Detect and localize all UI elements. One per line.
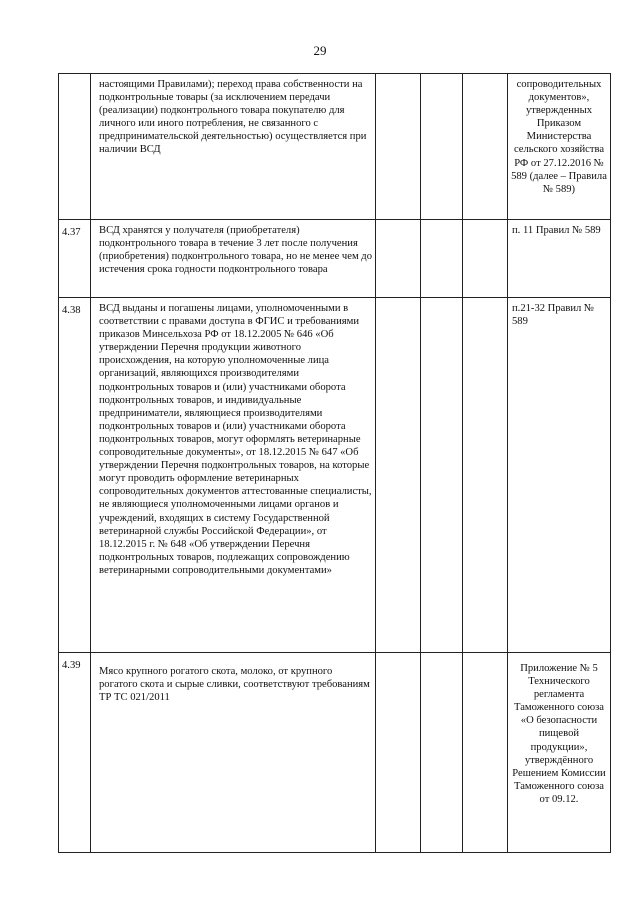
item-number: 4.38: [62, 305, 81, 316]
reference-cell: [508, 74, 611, 220]
answer-cell: [421, 298, 463, 653]
answer-cell: [376, 220, 421, 298]
requirement-cell: [91, 653, 376, 853]
answer-cell: [376, 653, 421, 853]
requirement-cell: [91, 74, 376, 220]
item-number: 4.39: [62, 660, 81, 671]
answer-cell: [421, 74, 463, 220]
table-row: [59, 298, 611, 653]
table-row: [59, 220, 611, 298]
requirement-text: ВСД выданы и погашены лицами, уполномоченными в соответствии с правами доступа в ФГИС и требованиями приказов Минсельхоза РФ от 18.12.2005 № 646 «Об утверждении Перечня продукции животного происхождения, на которую уполномоченные лица организаций, являющихся производителями подконтрольных товаров и (или) участниками оборота подконтрольных товаров, и индивидуальные предприниматели, являющиеся производителями подконтрольных товаров и (или) участниками оборота подконтрольных товаров, могут оформлять ветеринарные сопроводительные документы», от 18.12.2015 № 647 «Об утверждении Перечня подконтрольных товаров, на которые могут проводить оформление ветеринарных сопроводительных документов аттестованные специалисты, не являющиеся уполномоченными лицами органов и учреждений, входящих в систему Государственной ветеринарной службы Российской Федерации», от 18.12.2015 г. № 648 «Об утверждении Перечня подконтрольных товаров, подлежащих сопровождению ветеринарными сопроводительными документами»: [99, 303, 372, 576]
reference-cell: [508, 653, 611, 853]
item-number-cell: [59, 220, 91, 298]
answer-cell: [463, 298, 508, 653]
reference-cell: [508, 298, 611, 653]
requirement-cell: [91, 298, 376, 653]
answer-cell: [376, 298, 421, 653]
item-number-cell: [59, 74, 91, 220]
answer-cell: [463, 74, 508, 220]
table-row: [59, 74, 611, 220]
item-number: [59, 74, 90, 80]
requirement-cell: [91, 220, 376, 298]
requirements-table: [58, 73, 611, 853]
answer-cell: [463, 220, 508, 298]
requirement-text: Мясо крупного рогатого скота, молоко, от крупного рогатого скота и сырые сливки, соответствуют требованиям ТР ТС 021/2011: [99, 666, 370, 704]
reference-text: п.21-32 Правил № 589: [512, 303, 595, 328]
requirement-text: ВСД хранятся у получателя (приобретателя) подконтрольного товара в течение 3 лет после получения (приобретения) подконтрольного товара, но не менее чем до истечения срока годности подконтрольного товара: [99, 225, 372, 276]
answer-cell: [463, 653, 508, 853]
page-number: 29: [313, 43, 327, 58]
item-number-cell: [59, 298, 91, 653]
answer-cell: [376, 74, 421, 220]
reference-cell: [508, 220, 611, 298]
item-number-cell: [59, 653, 91, 853]
answer-cell: [421, 220, 463, 298]
item-number: 4.37: [62, 227, 81, 238]
reference-text: сопроводительных документов», утвержденных Приказом Министерства сельского хозяйства РФ от 27.12.2016 № 589 (далее – Правила № 589): [511, 79, 607, 195]
reference-text: Приложение № 5 Технического регламента Таможенного союза «О безопасности пищевой продукции», утверждённого Решением Комиссии Таможенного союза от 09.12.: [512, 663, 606, 805]
reference-text: п. 11 Правил № 589: [512, 225, 601, 236]
table-row: [59, 653, 611, 853]
requirement-text: настоящими Правилами); переход права собственности на подконтрольные товары (за исключением передачи (реализации) подконтрольного товара покупателю для личного или иного потребления, не связанного с предпринимательской деятельностью) осуществляется при наличии ВСД: [99, 79, 367, 156]
answer-cell: [421, 653, 463, 853]
